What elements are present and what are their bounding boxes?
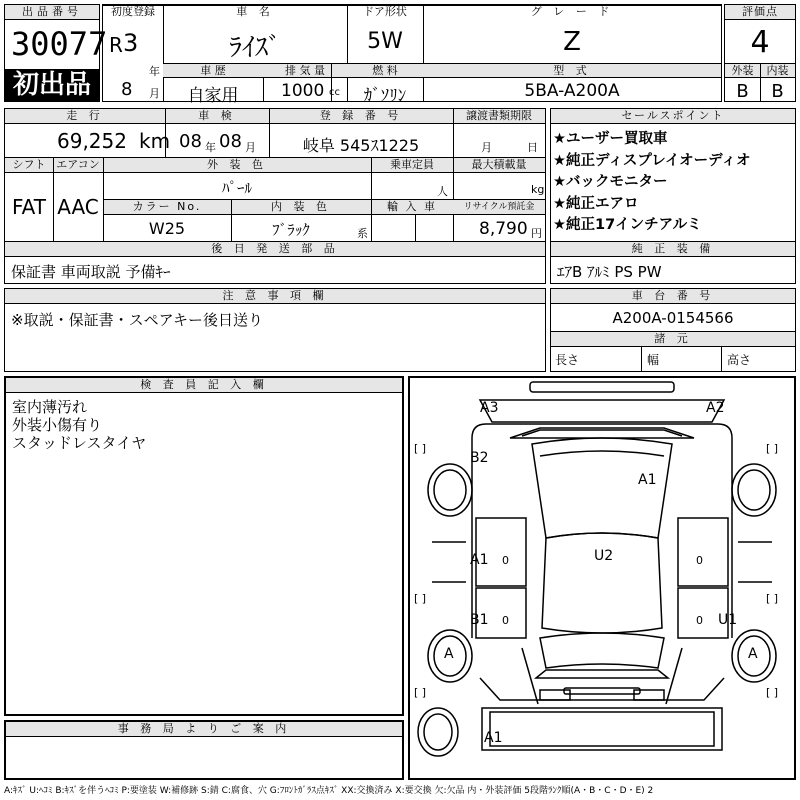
color: ﾊﾟｰﾙ xyxy=(221,179,252,197)
reg-label: 初度登録 xyxy=(111,5,155,18)
sales-point-4: ★純正エアロ xyxy=(553,195,639,212)
exterior-label: 外装 xyxy=(731,64,754,77)
mark-a1-rear: A1 xyxy=(484,730,503,746)
name-label: 車 名 xyxy=(236,5,274,18)
mark-b1: B1 xyxy=(470,612,489,628)
later-parts-label: 後 日 発 送 部 品 xyxy=(211,242,339,255)
width-label: 幅 xyxy=(647,353,660,367)
transfer-month: 月 xyxy=(481,141,492,154)
displacement: 1000 xyxy=(281,81,325,101)
interior-color-label: 内 装 色 xyxy=(271,200,331,213)
capacity-unit: 人 xyxy=(437,185,448,198)
score: 4 xyxy=(750,25,770,60)
inspection-label: 車 検 xyxy=(198,109,236,122)
later-parts: 保証書 車両取説 予備ｷｰ xyxy=(11,263,171,281)
notes-text: ※取説・保証書・スペアキー後日送り xyxy=(11,311,263,329)
interior-color: ﾌﾞﾗｯｸ xyxy=(272,221,310,239)
model-label: 型 式 xyxy=(553,64,591,77)
mark-zero-left-rear: 0 xyxy=(502,614,509,627)
bracket-top-right: [ ] xyxy=(766,442,779,455)
mark-a-right-wheel: A xyxy=(748,646,758,662)
plate: 岐阜 545ｽ1225 xyxy=(302,136,420,155)
length-label: 長さ xyxy=(555,353,580,367)
sales-point-3: ★バックモニター xyxy=(553,174,668,190)
capacity-label: 乗車定員 xyxy=(390,158,434,171)
mark-a1-left: A1 xyxy=(470,552,489,568)
inspector-line-2: 外装小傷有り xyxy=(12,416,103,434)
color-label: 外 装 色 xyxy=(207,158,267,171)
inspector-line-3: スタッドレスタイヤ xyxy=(12,434,147,452)
mileage-unit: km xyxy=(139,129,171,153)
lot-number: 30077 xyxy=(11,25,108,63)
sales-point-1: ★ユーザー買取車 xyxy=(553,131,668,147)
transfer-day: 日 xyxy=(527,141,538,154)
bracket-bottom-right: [ ] xyxy=(766,686,779,699)
model: 5BA-A200A xyxy=(524,81,620,101)
insp-month: 08 xyxy=(219,131,242,152)
mileage-label: 走 行 xyxy=(66,109,104,122)
sales-label: セールスポイント xyxy=(551,109,795,124)
interior-color-unit: 系 xyxy=(357,227,368,240)
transfer-label: 譲渡書類期限 xyxy=(466,109,532,122)
bracket-bottom-left: [ ] xyxy=(414,686,427,699)
mark-a2: A2 xyxy=(706,400,725,416)
reg-year: 3 xyxy=(123,29,139,57)
legend-footer: A:ｷｽﾞ U:ﾍｺﾐ B:ｷｽﾞを伴うﾍｺﾐ P:要塗装 W:補修跡 S:錆 C:腐食、穴 G:ﾌﾛﾝﾄｶﾞﾗｽ点ｷｽﾞ XX:交換済み X:要交換 欠:欠品 内・外装評価 5段階ﾗﾝｸ順(A・B・C・D・E) 2 xyxy=(4,786,654,796)
displacement-label: 排 気 量 xyxy=(285,64,325,77)
chassis-box xyxy=(550,288,796,372)
reg-month: 8 xyxy=(121,79,133,100)
car-name: ﾗｲｽﾞ xyxy=(228,33,281,63)
exterior-grade: B xyxy=(736,81,749,102)
mark-zero-left-front: 0 xyxy=(502,554,509,567)
mark-zero-right-rear: 0 xyxy=(696,614,703,627)
equip-label: 純 正 装 備 xyxy=(631,242,715,255)
inspector-box xyxy=(4,376,404,716)
car-diagram xyxy=(410,378,794,778)
header-main xyxy=(102,4,722,106)
recycle-amount: 8,790 xyxy=(479,219,528,239)
score-label: 評価点 xyxy=(725,5,795,20)
grade: Z xyxy=(563,27,581,57)
inspector-line-1: 室内薄汚れ xyxy=(12,398,88,416)
mileage: 69,252 xyxy=(57,129,127,153)
insp-month-unit: 月 xyxy=(245,141,256,154)
interior-label: 内装 xyxy=(766,64,789,77)
year-unit: 年 xyxy=(149,65,160,78)
bracket-mid-right: [ ] xyxy=(766,592,779,605)
door-label: ドア形状 xyxy=(363,5,407,18)
month-unit: 月 xyxy=(149,87,160,100)
office-label: 事 務 局 よ り ご 案 内 xyxy=(6,722,402,737)
lot-label: 出品番号 xyxy=(5,5,99,20)
recycle-unit: 円 xyxy=(531,227,542,240)
chassis-label: 車 台 番 号 xyxy=(551,289,795,304)
displacement-unit: cc xyxy=(329,87,340,98)
insp-year: 08 xyxy=(179,131,202,152)
era: R xyxy=(109,33,123,57)
ac-label: エアコン xyxy=(56,158,100,171)
load-unit: kg xyxy=(531,183,545,196)
score-box xyxy=(724,4,796,102)
mark-u2: U2 xyxy=(594,548,614,564)
color-no-label: カラー No. xyxy=(132,200,202,213)
sales-points xyxy=(550,108,796,284)
mark-b2: B2 xyxy=(470,450,489,466)
vehicle-details xyxy=(4,108,546,284)
grade-label: グ レ ー ド xyxy=(530,5,614,18)
fuel: ｶﾞｿﾘﾝ xyxy=(363,86,407,106)
notes-label: 注 意 事 項 欄 xyxy=(5,289,545,304)
sales-point-5: ★純正17インチアルミ xyxy=(553,217,702,233)
lot-box xyxy=(4,4,108,102)
ac: AAC xyxy=(57,195,99,219)
bracket-top-left: [ ] xyxy=(414,442,427,455)
notes-box xyxy=(4,288,546,372)
plate-label: 登 録 番 号 xyxy=(319,109,403,122)
door-type: 5W xyxy=(367,29,403,54)
mark-a1-roof: A1 xyxy=(638,472,657,488)
first-listing-badge: 初出品 xyxy=(5,69,99,101)
bracket-mid-left: [ ] xyxy=(414,592,427,605)
import-label: 輸 入 車 xyxy=(387,200,437,213)
load-label: 最大積載量 xyxy=(471,158,527,171)
equipment: ｴｱB ｱﾙﾐ PS PW xyxy=(557,263,662,281)
sales-point-2: ★純正ディスプレイオーディオ xyxy=(553,152,751,169)
dims-label: 諸 元 xyxy=(654,332,692,345)
fuel-label: 燃 料 xyxy=(372,64,398,77)
history: 自家用 xyxy=(187,86,239,106)
office-box xyxy=(4,720,404,780)
mark-a-left-wheel: A xyxy=(444,646,454,662)
interior-grade: B xyxy=(771,81,784,102)
inspector-label: 検 査 員 記 入 欄 xyxy=(6,378,402,393)
mark-u1: U1 xyxy=(718,612,738,628)
shift-label: シフト xyxy=(12,158,46,171)
color-no: W25 xyxy=(148,219,186,238)
shift: FAT xyxy=(11,195,46,219)
mark-a3: A3 xyxy=(480,400,499,416)
recycle-label: リサイクル預託金 xyxy=(463,202,535,212)
car-diagram-box xyxy=(408,376,796,780)
height-label: 高さ xyxy=(727,353,752,367)
insp-year-unit: 年 xyxy=(205,141,216,154)
history-label: 車 歴 xyxy=(200,64,226,77)
chassis-number: A200A-0154566 xyxy=(612,309,734,327)
mark-zero-right-front: 0 xyxy=(696,554,703,567)
